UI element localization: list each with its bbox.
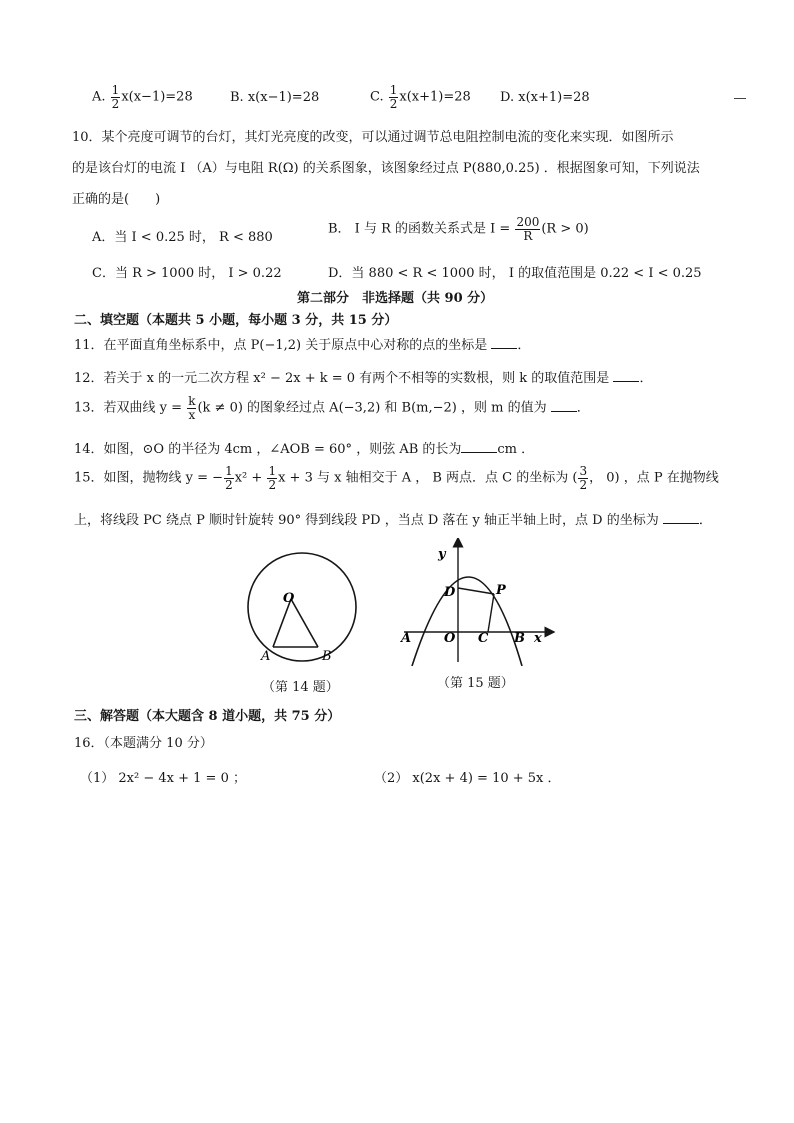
option-expr: x(x−1)=28 <box>121 89 193 105</box>
q16-title: 16．（本题满分 10 分） <box>74 736 213 751</box>
question-text: 11．在平面直角坐标系中，点 P(−1,2) 关于原点中心对称的点的坐标是 <box>74 338 488 353</box>
question-text: ， 0) ，点 P 在抛物线 <box>589 470 719 486</box>
fraction: $\frac{k}{x}$ <box>188 394 196 422</box>
q10-line3: 正确的是( ) <box>72 192 161 207</box>
q9-option-b <box>230 90 319 105</box>
q9-option-d <box>500 90 590 105</box>
label-a: A <box>401 631 412 646</box>
answer-blank <box>551 399 577 412</box>
fraction: $\frac{3}{2}$ <box>579 464 588 492</box>
q10-line1: 10．某个亮度可调节的台灯，其灯光亮度的改变，可以通过调节总电阻控制电流的变化来实现．如图所示 <box>72 130 674 145</box>
fraction: $\frac{1}{2}$ <box>225 464 233 492</box>
label-o: O <box>444 631 456 646</box>
q9-option-a <box>92 84 193 110</box>
radius-oa <box>273 599 291 647</box>
fraction: $\frac{1}{2}$ <box>389 83 398 111</box>
question-text: 15．如图，抛物线 y = − <box>74 470 224 486</box>
q15-line1 <box>74 465 719 491</box>
fraction: $\frac{200}{R}$ <box>516 215 540 243</box>
label-c: C <box>478 631 489 646</box>
question-text: cm ． <box>497 442 535 457</box>
radius-ob <box>291 599 318 647</box>
question-text: (k ≠ 0) 的图象经过点 A(−3,2) 和 B(m,−2) ，则 m 的值为 <box>197 400 547 416</box>
fraction: $\frac{1}{2}$ <box>111 83 120 111</box>
label-d: D <box>444 585 456 600</box>
fraction: $\frac{1}{2}$ <box>268 464 277 492</box>
option-label: A. <box>92 89 106 105</box>
question-text: 12．若关于 x 的一元二次方程 x² − 2x + k = 0 有两个不相等的实数根，则 k 的取值范围是 <box>74 371 610 386</box>
punct: ． <box>639 371 653 386</box>
figure-14-caption: （第 14 题） <box>262 680 339 695</box>
q10-line2: 的是该台灯的电流 I （A）与电阻 R(Ω) 的关系图象，该图象经过点 P(880,0.25) ．根据图象可知，下列说法 <box>72 161 700 176</box>
circle-o <box>248 553 356 661</box>
option-expr: x(x+1)=28 <box>399 89 471 105</box>
option-text: B． I 与 R 的函数关系式是 I = <box>328 221 511 237</box>
segment-pc <box>488 594 494 632</box>
question-text: 上，将线段 PC 绕点 P 顺时针旋转 90° 得到线段 PD ，当点 D 落在 y 轴正半轴上时，点 D 的坐标为 <box>74 513 659 528</box>
option-expr: x(x−1)=28 <box>247 90 320 105</box>
option-text: (R > 0) <box>541 221 589 237</box>
question-text: 14．如图，⊙O 的半径为 4cm ，∠AOB = 60° ，则弦 AB 的长为 <box>74 442 462 457</box>
q12 <box>74 367 652 386</box>
punct: ． <box>576 400 590 416</box>
q16-part1: （1） 2x² − 4x + 1 = 0 ； <box>80 771 246 786</box>
answer-blank <box>491 336 517 349</box>
answer-blank <box>461 440 497 453</box>
option-label: B. <box>230 90 244 105</box>
q13 <box>74 395 590 421</box>
q9-option-c <box>370 84 471 110</box>
q10-option-a: A．当 I < 0.25 时， R < 880 <box>92 230 273 245</box>
label-y: y <box>438 547 446 562</box>
q11 <box>74 334 530 353</box>
figure-15-caption: （第 15 题） <box>437 676 514 691</box>
punct: ． <box>698 513 712 528</box>
option-label: C. <box>370 89 384 105</box>
label-o: O <box>283 591 295 606</box>
label-b: B <box>322 649 332 664</box>
q15-line2 <box>74 509 712 528</box>
q10-option-c: C．当 R > 1000 时， I > 0.22 <box>92 266 282 281</box>
figure-14-circle <box>240 550 370 670</box>
q16-part2: （2） x(2x + 4) = 10 + 5x ． <box>374 771 561 786</box>
label-x: x <box>534 631 542 646</box>
answer-blank <box>663 511 699 524</box>
section3-title: 三、解答题（本大题含 8 道小题，共 75 分） <box>74 709 341 724</box>
figure-15-parabola <box>398 538 558 666</box>
label-a: A <box>261 649 271 664</box>
q10-option-d: D．当 880 < R < 1000 时， I 的取值范围是 0.22 < I < 0.25 <box>328 266 702 281</box>
label-b: B <box>514 631 525 646</box>
edge-mark <box>734 98 746 99</box>
option-expr: x(x+1)=28 <box>518 90 590 105</box>
label-p: P <box>496 583 506 598</box>
q14 <box>74 438 534 457</box>
part2-title: 第二部分 非选择题（共 90 分） <box>297 291 494 306</box>
answer-blank <box>613 369 639 382</box>
question-text: 13．若双曲线 y = <box>74 400 183 416</box>
question-text: x² + <box>234 470 263 486</box>
punct: ． <box>517 338 531 353</box>
section2-title: 二、填空题（本题共 5 小题，每小题 3 分，共 15 分） <box>74 313 398 328</box>
question-text: x + 3 与 x 轴相交于 A ， B 两点．点 C 的坐标为 ( <box>278 470 578 486</box>
option-label: D. <box>500 90 515 105</box>
q10-option-b <box>328 216 589 242</box>
